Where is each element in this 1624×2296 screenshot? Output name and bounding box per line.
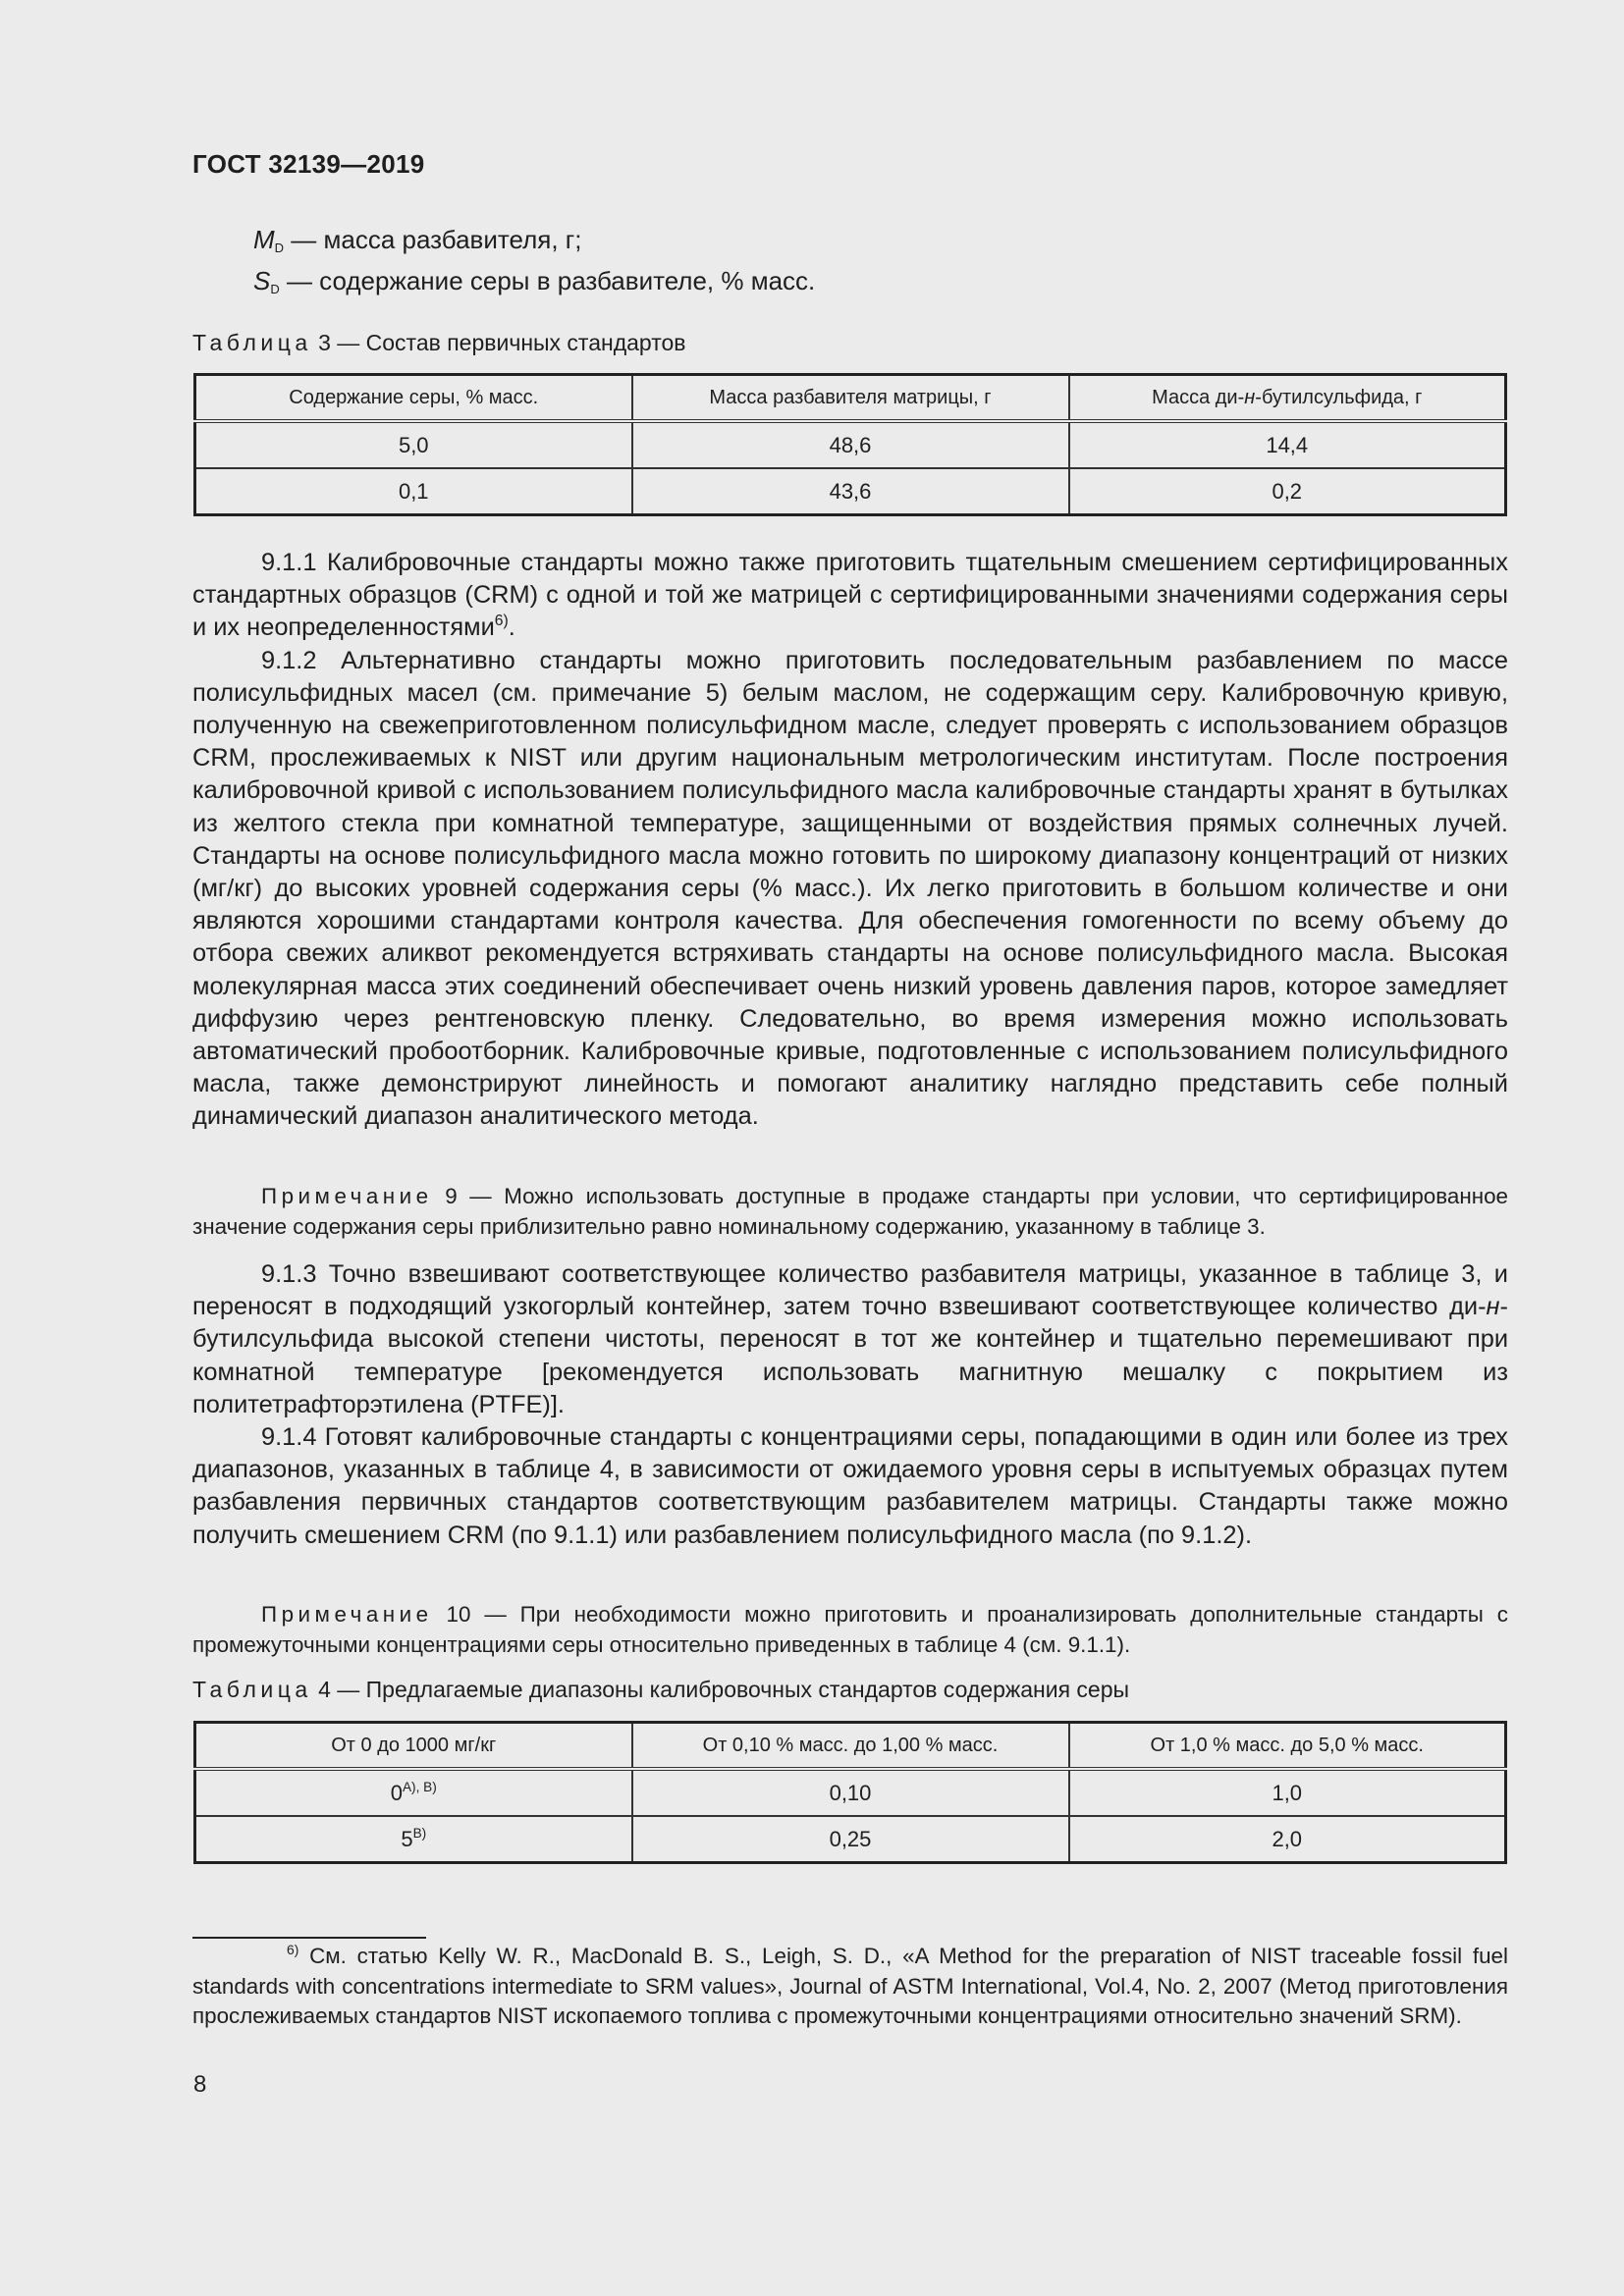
table-cell: 0,10 [632,1769,1069,1816]
table-row [195,1816,1506,1863]
note-10: Примечание 10 — При необходимости можно приготовить и проанализировать дополнительные стандарты с промежуточными концентрациями серы относительно приведенных в таблице 4 (см. 9.1.1). [192,1602,1508,1657]
footnote-6: $^{6)}$ См. статью Kelly W. R., MacDonald B. S., Leigh, S. D., «A Method for the preparation of NIST traceable fossil fuel standards with concentrations intermediate to SRM values», Journal of ASTM International, Vol.4, No. 2, 2007 (Метод приготовления прослеживаемых стандартов NIST ископаемого топлива с промежуточными концентрациями относительно значений SRM). [192,1941,1508,2028]
table4-header-cell: От 0 до 1000 мг/кг [195,1723,632,1770]
table3 [193,373,1507,516]
document-header: ГОСТ 32139—2019 [192,149,425,179]
table-cell: 43,6 [632,468,1069,515]
table-row [195,468,1506,515]
paragraph-9-1-3: 9.1.3 Точно взвешивают соответствующее количество разбавителя матрицы, указанное в таблице 3, и переносят в подходящий узкогорлый контейнер, затем точно взвешивают соответствующее количество ди-н-бутилсульфида высокой степени чистоты, переносят в тот же контейнер и тщательно перемешивают при комнатной температуре [рекомендуется использовать магнитную мешалку с покрытием из политетрафторэтилена (PTFE)]. [192,1260,1508,1418]
table4 [193,1721,1507,1864]
table-cell: 48,6 [632,421,1069,468]
paragraphs-913-914 [192,1258,1508,1552]
table-cell: 14,4 [1069,421,1506,468]
table-row [195,421,1506,468]
paragraphs-911-912 [192,547,1508,1134]
table3-caption: Таблица 3 — Состав первичных стандартов [192,330,686,355]
table-cell: 0,1 [195,468,632,515]
table-cell: 0,25 [632,1816,1069,1863]
footnote-separator [192,1937,426,1939]
table3-header-row [195,375,1506,422]
paragraph-9-1-1: 9.1.1 Калибровочные стандарты можно также приготовить тщательным смешением сертифицированных стандартных образцов (CRM) с одной и той же матрицей с сертифицированными значениями содержания серы и их неопределенностями$^{6)}$. [192,549,1508,642]
note-9: Примечание 9 — Можно использовать доступные в продаже стандарты при условии, что сертифицированное значение содержания серы приблизительно равно номинальному содержанию, указанному в таблице 3. [192,1184,1508,1239]
paragraph-9-1-2: 9.1.2 Альтернативно стандарты можно приготовить последовательным разбавлением по массе полисульфидных масел (см. примечание 5) белым маслом, не содержащим серу. Калибровочную кривую, полученную на свежеприготовленном полисульфидном масле, следует проверять с использованием образцов CRM, прослеживаемых к NIST или другим национальным метрологическим институтам. После построения калибровочной кривой с использованием полисульфидного масла калибровочные стандарты хранят в бутылках из желтого стекла при комнатной температуре, защищенными от воздействия прямых солнечных лучей. Стандарты на основе полисульфидного масла можно готовить по широкому диапазону концентраций от низких (мг/кг) до высоких уровней содержания серы (% масс.). Их легко приготовить в большом количестве и они являются хорошими стандартами контроля качества. Для обеспечения гомогенности по всему объему до отбора свежих аликвот рекомендуется встряхивать стандарты на основе полисульфидного масла. Высокая молекулярная масса этих соединений обеспечивает очень низкий уровень давления паров, которое замедляет диффузию через рентгеновскую пленку. Следовательно, во время измерения можно использовать автоматический пробоотборник. Калибровочные кривые, подготовленные с использованием полисульфидного масла, также демонстрируют линейность и помогают аналитику наглядно представить себе полный динамический диапазон аналитического метода. [192,646,1508,1131]
paragraph-9-1-4: 9.1.4 Готовят калибровочные стандарты с концентрациями серы, попадающими в один или более из трех диапазонов, указанных в таблице 4, в зависимости от ожидаемого уровня серы в испытуемых образцах путем разбавления первичных стандартов соответствующим разбавителем матрицы. Стандарты также можно получить смешением CRM (по 9.1.1) или разбавлением полисульфидного масла (по 9.1.2). [192,1423,1508,1549]
table-cell: 0,2 [1069,468,1506,515]
definition-sd: $S_D$ — содержание серы в разбавителе, % масс. [253,266,816,296]
table-cell: 5,0 [195,421,632,468]
table4-caption: Таблица 4 — Предлагаемые диапазоны калибровочных стандартов содержания серы [192,1677,1130,1702]
table3-header-cell: Содержание серы, % масс. [195,375,632,422]
page-number: 8 [193,2071,207,2098]
table-cell: $0^{А), В)}$ [195,1769,632,1816]
table4-header-row [195,1723,1506,1770]
table3-header-cell: Масса разбавителя матрицы, г [632,375,1069,422]
table-cell: 1,0 [1069,1769,1506,1816]
table-cell: 2,0 [1069,1816,1506,1863]
table-cell: $5^{В)}$ [195,1816,632,1863]
table4-header-cell: От 0,10 % масс. до 1,00 % масс. [632,1723,1069,1770]
table3-header-cell: Масса ди-н-бутилсульфида, г [1069,375,1506,422]
table4-header-cell: От 1,0 % масс. до 5,0 % масс. [1069,1723,1506,1770]
definition-md: $M_D$ — масса разбавителя, г; [253,225,582,255]
table-row [195,1769,1506,1816]
